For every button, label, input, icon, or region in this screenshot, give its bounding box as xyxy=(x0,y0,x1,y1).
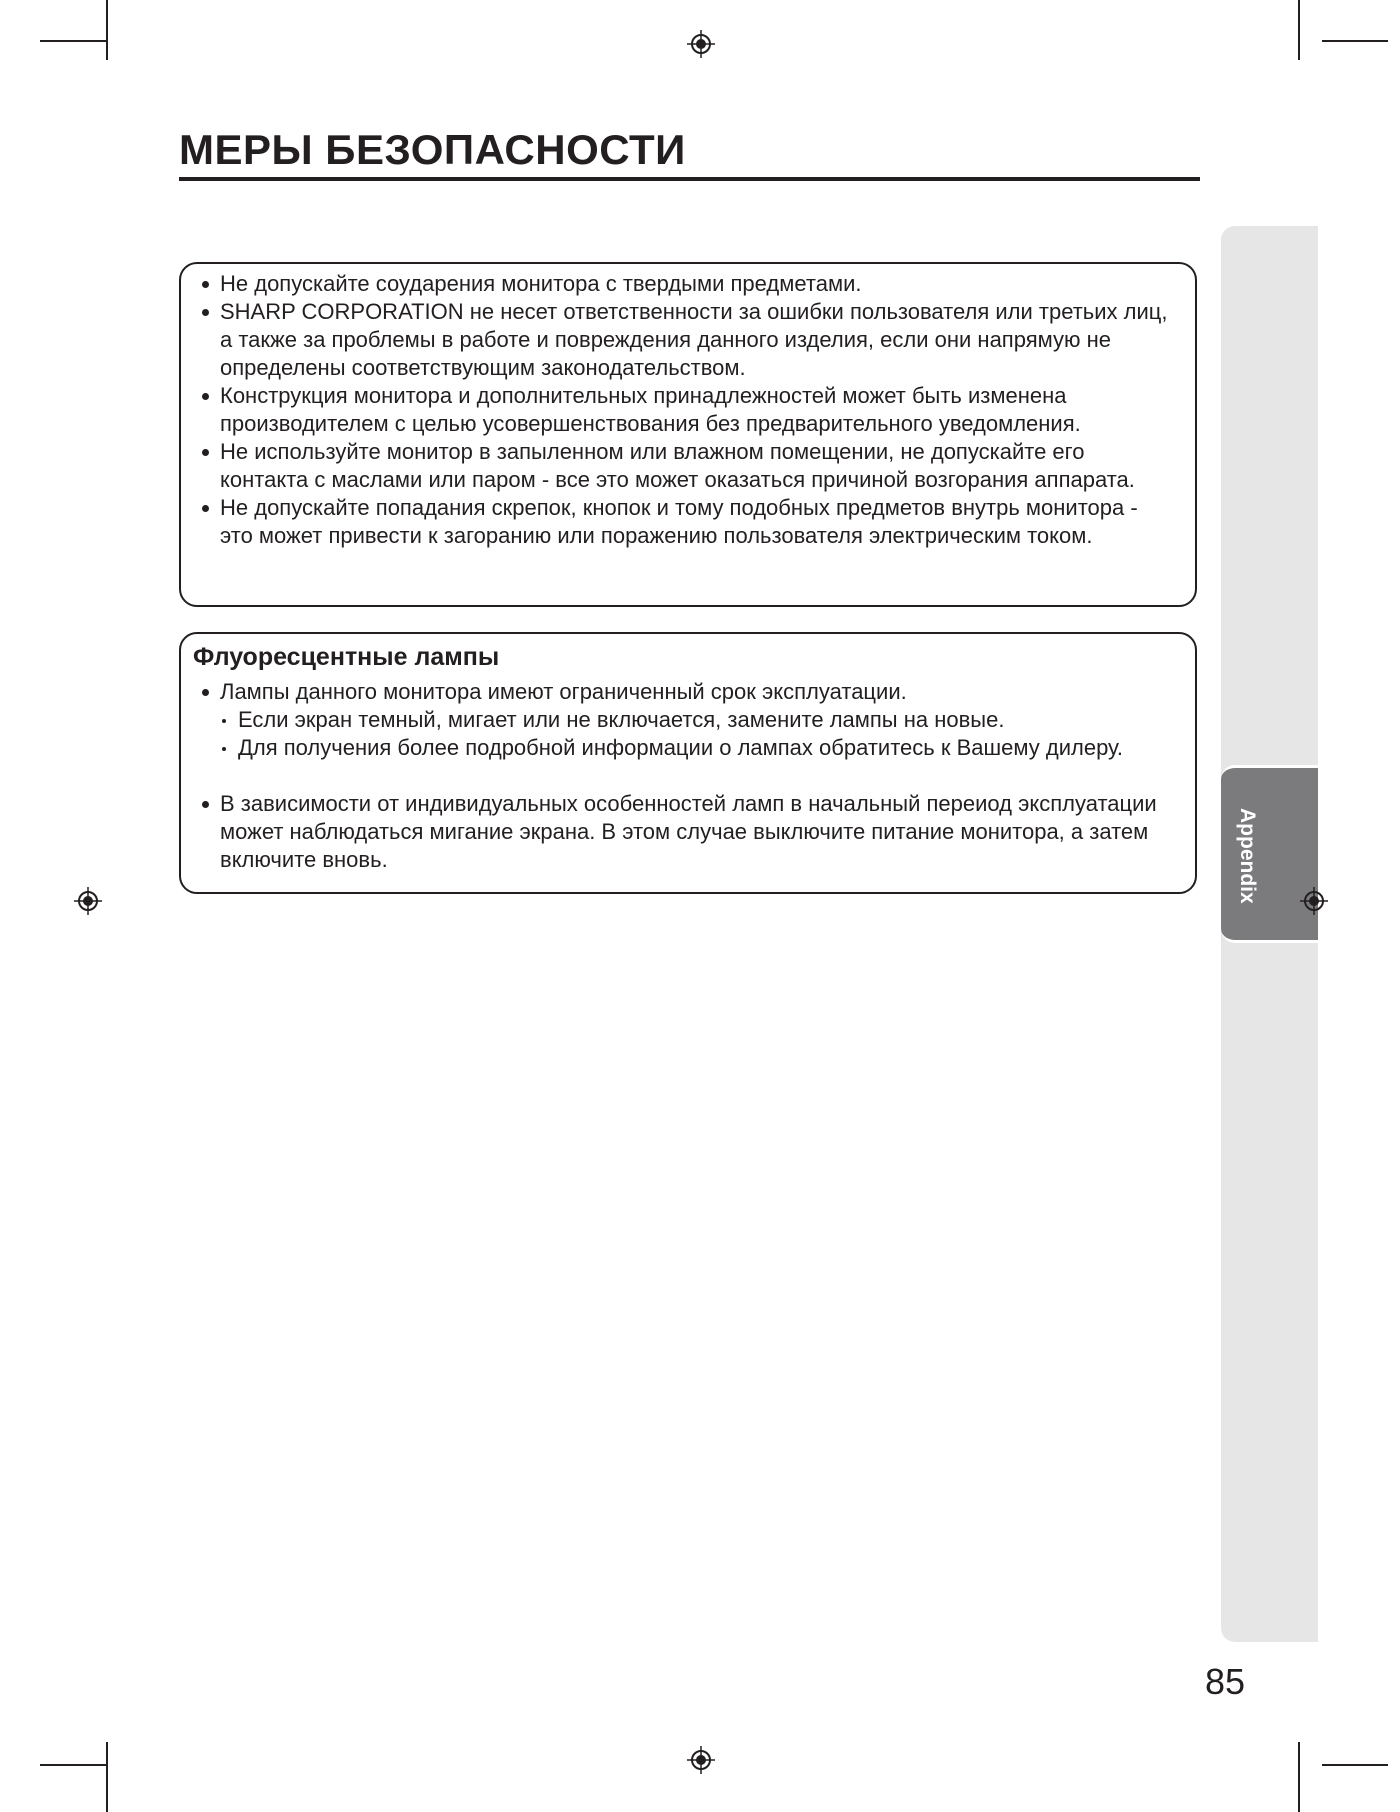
lamps-list-2 xyxy=(189,790,1183,874)
crop-mark-top-right-h xyxy=(1322,40,1388,42)
list-item xyxy=(189,678,1183,762)
list-item: Не допускайте соударения монитора с твердыми предметами. xyxy=(189,270,1175,298)
registration-mark-icon xyxy=(687,1746,715,1774)
list-item: SHARP CORPORATION не несет ответственности за ошибки пользователя или третьих лиц, а также за проблемы в работе и повреждения данного изделия, если они напрямую не определены соответствующим законодательством. xyxy=(189,298,1175,382)
fluorescent-lamps-box xyxy=(179,632,1197,894)
page-title: МЕРЫ БЕЗОПАСНОСТИ xyxy=(179,126,686,173)
title-underline xyxy=(179,177,1200,181)
list-item: Не допускайте попадания скрепок, кнопок и тому подобных предметов внутрь монитора - это может привести к загоранию или поражению пользователя электрическим током. xyxy=(189,494,1175,550)
spacer xyxy=(189,762,1183,790)
sub-list-item: Если экран темный, мигает или не включается, замените лампы на новые. xyxy=(189,706,1183,734)
section-heading: Флуоресцентные лампы xyxy=(193,643,500,671)
list-item: Не используйте монитор в запыленном или влажном помещении, не допускайте его контакта с маслами или паром - все это может оказаться причиной возгорания аппарата. xyxy=(189,438,1175,494)
lamps-list xyxy=(189,678,1183,762)
list-item-text: Лампы данного монитора имеют ограниченный срок эксплуатации. xyxy=(220,679,907,704)
crop-mark-bottom-right-v xyxy=(1298,1742,1300,1812)
list-item: В зависимости от индивидуальных особенностей ламп в начальный переиод эксплуатации может наблюдаться мигание экрана. В этом случае выключите питание монитора, а затем включите вновь. xyxy=(189,790,1183,874)
page-number: 85 xyxy=(1204,1661,1245,1702)
registration-mark-icon xyxy=(74,887,102,915)
crop-mark-bottom-right-h xyxy=(1322,1764,1388,1766)
crop-mark-top-left-v xyxy=(106,0,108,60)
crop-mark-top-right-v xyxy=(1298,0,1300,60)
lamps-sublist xyxy=(189,706,1183,762)
crop-mark-bottom-left-h xyxy=(40,1764,106,1766)
crop-mark-top-left-h xyxy=(40,40,106,42)
sub-list-item: Для получения более подробной информации о лампах обратитесь к Вашему дилеру. xyxy=(189,734,1183,762)
safety-list xyxy=(189,270,1175,550)
crop-mark-bottom-left-v xyxy=(106,1742,108,1812)
list-item: Конструкция монитора и дополнительных принадлежностей может быть изменена производителем с целью усовершенствования без предварительного уведомления. xyxy=(189,382,1175,438)
registration-mark-icon xyxy=(687,30,715,58)
side-tab-label: Appendix xyxy=(1236,808,1259,904)
safety-notes-box xyxy=(179,262,1197,607)
registration-mark-icon xyxy=(1300,887,1328,915)
